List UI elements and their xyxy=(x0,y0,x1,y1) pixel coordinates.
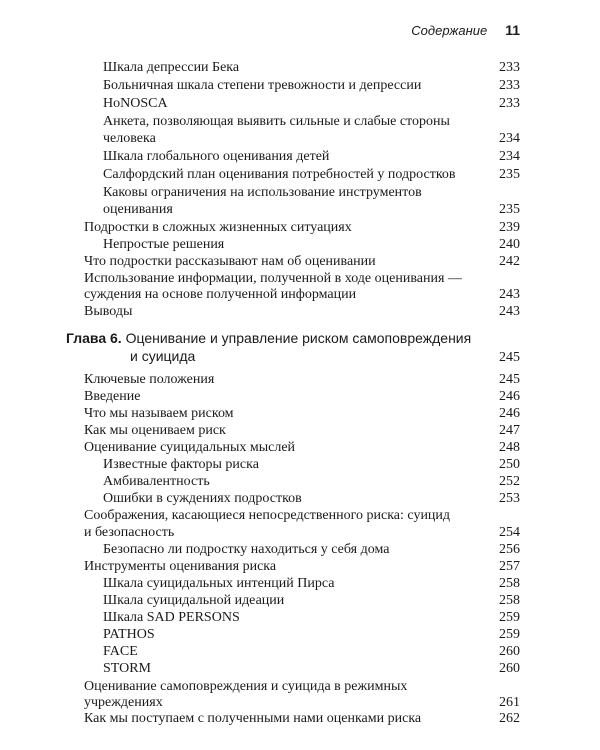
entry-title: Шкала SAD PERSONS xyxy=(103,610,240,625)
entry-page: 233 xyxy=(499,96,520,111)
entry-title: Шкала глобального оценивания детей xyxy=(103,149,330,164)
entry-title: суждения на основе полученной информации xyxy=(84,287,357,302)
entry-page: 243 xyxy=(499,304,520,319)
entry-page: 239 xyxy=(499,220,520,235)
entry-page: 260 xyxy=(499,644,520,659)
entry-page: 258 xyxy=(499,576,520,591)
chapter-page: 245 xyxy=(499,350,520,365)
entry-page: 245 xyxy=(499,372,520,387)
entry-title: Введение xyxy=(84,389,141,404)
entry-title: HoNOSCA xyxy=(103,96,168,111)
entry-title: Что мы называем риском xyxy=(84,406,234,421)
entry-title: Шкала суицидальной идеации xyxy=(103,593,285,608)
entry-title: Шкала суицидальных интенций Пирса xyxy=(103,576,335,591)
entry-title: Как мы оцениваем риск xyxy=(84,423,226,438)
entry-title: Использование информации, полученной в ходе оценивания — xyxy=(84,271,462,286)
entry-page: 259 xyxy=(499,627,520,642)
entry-page: 258 xyxy=(499,593,520,608)
entry-page: 234 xyxy=(499,131,520,146)
entry-title: учреждениях xyxy=(84,695,163,710)
entry-page: 234 xyxy=(499,149,520,164)
entry-title: и безопасность xyxy=(84,525,175,540)
entry-title: Ошибки в суждениях подростков xyxy=(103,491,302,506)
chapter-title-line1: Оценивание и управление риском самоповреждения xyxy=(125,330,472,346)
entry-title: Каковы ограничения на использование инструментов xyxy=(103,185,422,200)
entry-page: 240 xyxy=(499,237,520,252)
entry-title: Как мы поступаем с полученными нами оценками риска xyxy=(84,711,422,726)
entry-title: Оценивание суицидальных мыслей xyxy=(84,440,296,455)
entry-title: Инструменты оценивания риска xyxy=(84,559,277,574)
entry-title: Выводы xyxy=(84,304,133,319)
entry-title: Подростки в сложных жизненных ситуациях xyxy=(84,220,352,235)
entry-page: 243 xyxy=(499,287,520,302)
entry-page: 252 xyxy=(499,474,520,489)
entry-title: Больничная шкала степени тревожности и депрессии xyxy=(103,78,422,93)
entry-title: Безопасно ли подростку находиться у себя дома xyxy=(103,542,390,557)
entry-page: 246 xyxy=(499,389,520,404)
entry-title: STORM xyxy=(103,661,151,676)
entry-page: 235 xyxy=(499,167,520,182)
entry-page: 235 xyxy=(499,202,520,217)
entry-page: 254 xyxy=(499,525,520,540)
entry-page: 248 xyxy=(499,440,520,455)
entry-title: человека xyxy=(103,131,156,146)
running-title: Содержание xyxy=(411,23,488,38)
entry-title: Непростые решения xyxy=(103,237,225,252)
entry-page: 256 xyxy=(499,542,520,557)
entry-page: 242 xyxy=(499,254,520,269)
page-number: 11 xyxy=(505,22,520,38)
entry-title: Соображения, касающиеся непосредственного риска: суицид xyxy=(84,508,451,523)
entry-page: 261 xyxy=(499,695,520,710)
running-header xyxy=(411,22,520,38)
entry-title: Оценивание самоповреждения и суицида в режимных xyxy=(84,679,408,694)
entry-page: 250 xyxy=(499,457,520,472)
entry-page: 260 xyxy=(499,661,520,676)
entry-title: Салфордский план оценивания потребностей у подростков xyxy=(103,167,456,182)
entry-title: Шкала депрессии Бека xyxy=(103,60,240,75)
entry-page: 247 xyxy=(499,423,520,438)
entry-title: Амбивалентность xyxy=(103,474,210,489)
entry-title: Анкета, позволяющая выявить сильные и слабые стороны xyxy=(103,114,450,129)
entry-title: FACE xyxy=(103,644,138,659)
chapter-heading-cont xyxy=(130,347,195,365)
chapter-label: Глава 6. xyxy=(66,330,122,346)
entry-title: Ключевые положения xyxy=(84,372,215,387)
entry-title: оценивания xyxy=(103,202,173,217)
entry-page: 259 xyxy=(499,610,520,625)
entry-page: 233 xyxy=(499,78,520,93)
entry-title: Что подростки рассказывают нам об оценивании xyxy=(84,254,376,269)
entry-page: 246 xyxy=(499,406,520,421)
entry-page: 233 xyxy=(499,60,520,75)
entry-page: 262 xyxy=(499,711,520,726)
entry-page: 257 xyxy=(499,559,520,574)
entry-title: Известные факторы риска xyxy=(103,457,259,472)
entry-page: 253 xyxy=(499,491,520,506)
chapter-title-line2: и суицида xyxy=(130,348,196,364)
entry-title: PATHOS xyxy=(103,627,155,642)
chapter-heading xyxy=(66,329,471,347)
